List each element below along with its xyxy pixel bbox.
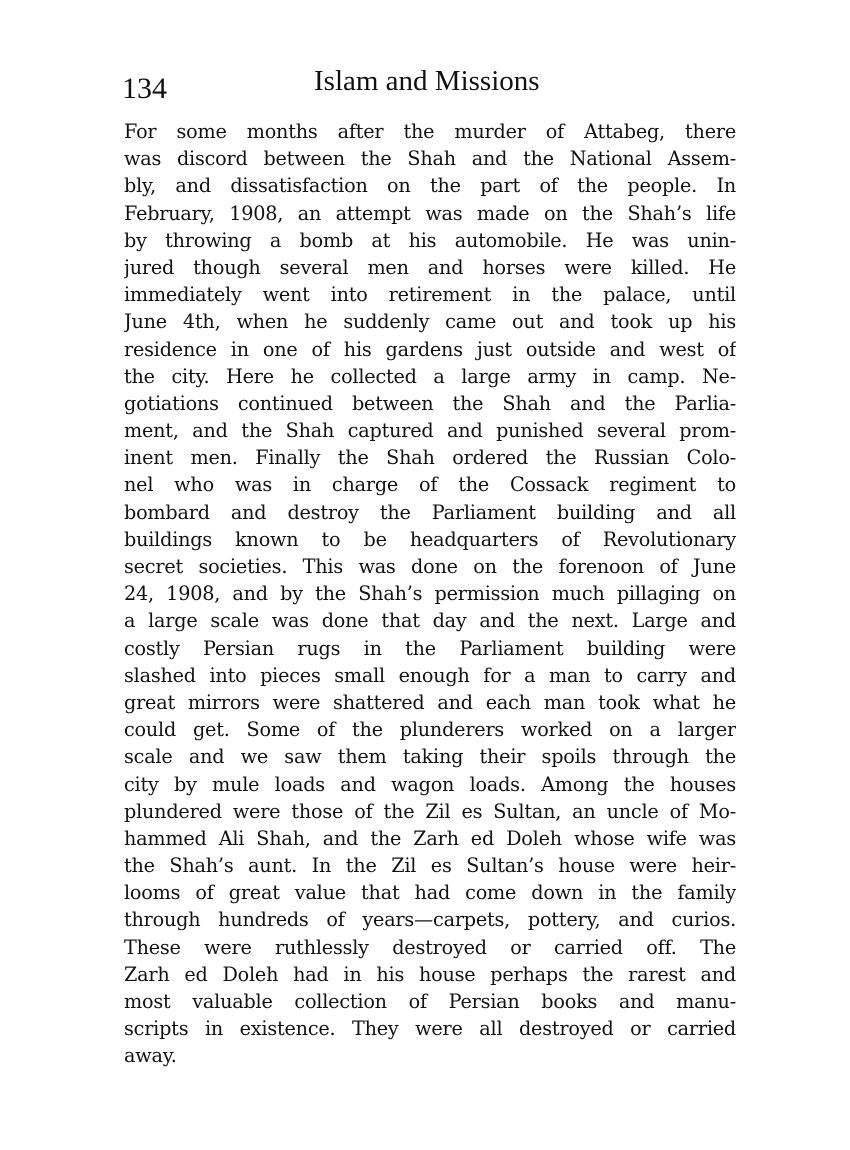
text-line: gotiations continued between the Shah and the Parlia- [124, 391, 736, 415]
text-line: by throwing a bomb at his automobile. He was unin- [124, 228, 736, 252]
text-line: These were ruthlessly destroyed or carried off. The [124, 935, 736, 959]
text-line: was discord between the Shah and the National Assem- [124, 147, 736, 171]
text-line: plundered were those of the Zil es Sultan, an uncle of Mo- [124, 799, 736, 823]
text-line: ment, and the Shah captured and punished several prom- [124, 419, 736, 443]
text-line: city by mule loads and wagon loads. Among the houses [124, 772, 736, 796]
text-line: bombard and destroy the Parliament building and all [124, 500, 736, 524]
text-line: inent men. Finally the Shah ordered the Russian Colo- [124, 446, 736, 470]
text-line: jured though several men and horses were killed. He [124, 255, 736, 279]
text-line: through hundreds of years—carpets, pottery, and curios. [124, 908, 736, 932]
text-line: the city. Here he collected a large army in camp. Ne- [124, 364, 736, 388]
text-line: most valuable collection of Persian books and manu- [124, 990, 736, 1013]
running-head [122, 58, 742, 108]
text-line: hammed Ali Shah, and the Zarh ed Doleh whose wife was [124, 826, 736, 850]
text-line: buildings known to be headquarters of Revolutionary [124, 527, 736, 551]
text-line: away. [124, 1044, 177, 1068]
text-line: could get. Some of the plunderers worked on a larger [124, 718, 736, 742]
text-line: June 4th, when he suddenly came out and took up his [124, 310, 736, 334]
text-line: scale and we saw them taking their spoils through the [124, 745, 736, 769]
text-line: a large scale was done that day and the next. Large and [124, 609, 736, 633]
page-number: 134 [122, 72, 167, 105]
running-title: Islam and Missions [314, 65, 540, 97]
text-line: the Shah’s aunt. In the Zil es Sultan’s house were heir- [124, 854, 736, 878]
text-line: 24, 1908, and by the Shah’s permission much pillaging on [124, 582, 736, 606]
text-line: immediately went into retirement in the palace, until [124, 283, 736, 307]
text-line: great mirrors were shattered and each man took what he [124, 690, 736, 714]
text-line: February, 1908, an attempt was made on the Shah’s life [124, 201, 736, 225]
text-line: secret societies. This was done on the forenoon of June [124, 555, 736, 578]
text-line: scripts in existence. They were all destroyed or carried [124, 1017, 736, 1041]
text-line: For some months after the murder of Attabeg, there [124, 120, 736, 143]
text-line: costly Persian rugs in the Parliament building were [124, 636, 736, 660]
text-line: slashed into pieces small enough for a man to carry and [124, 663, 736, 687]
body-paragraph [124, 118, 736, 1070]
text-line: Zarh ed Doleh had in his house perhaps the rarest and [124, 962, 736, 986]
text-line: looms of great value that had come down in the family [124, 881, 736, 905]
text-line: nel who was in charge of the Cossack regiment to [124, 473, 736, 497]
text-line: residence in one of his gardens just outside and west of [124, 337, 736, 361]
text-line: bly, and dissatisfaction on the part of the people. In [124, 174, 736, 198]
